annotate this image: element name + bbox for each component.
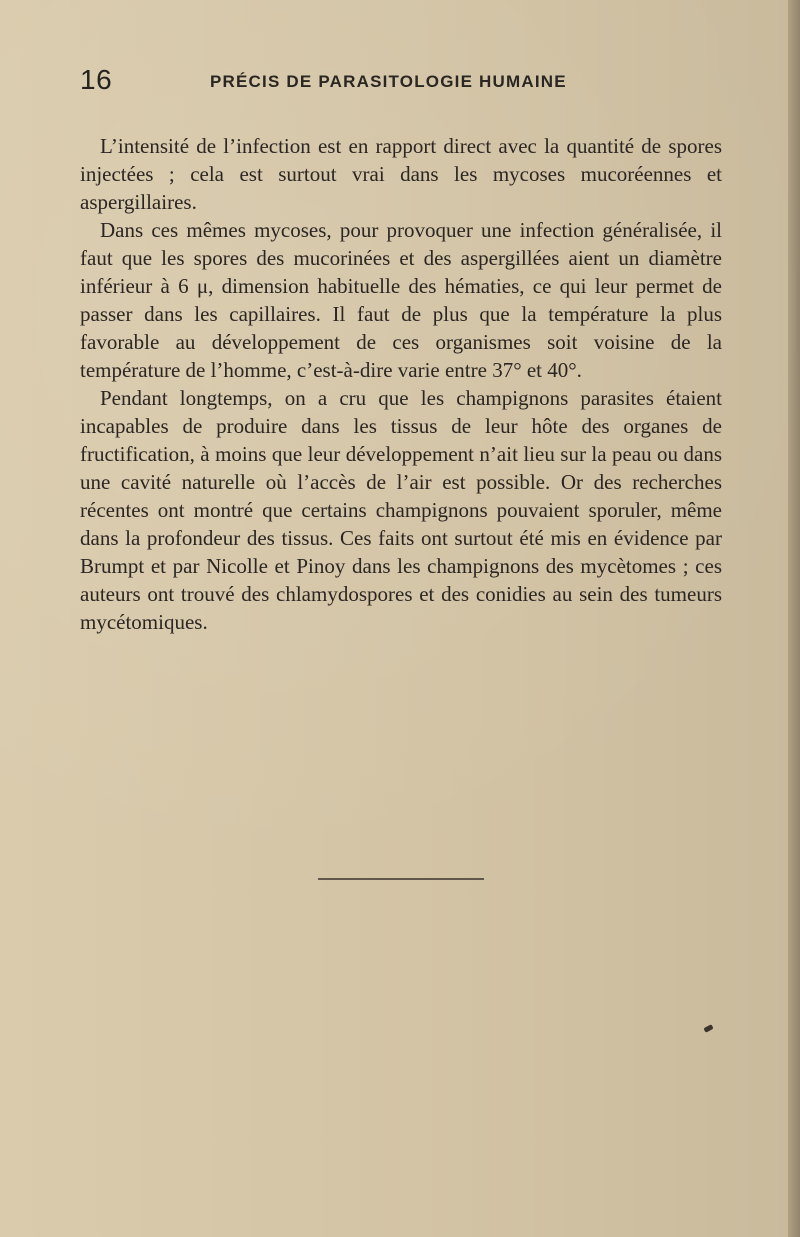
paragraph-1: L’intensité de l’infection est en rapport direct avec la quantité de spores injectées ; cela est surtout vrai dans les mycoses mucoréennes et aspergillaires. [80,134,722,214]
paragraph-3: Pendant longtemps, on a cru que les champignons parasites étaient incapables de produire dans les tissus de leur hôte des organes de fructification, à moins que leur développement n’ait lieu sur la peau ou dans une cavité naturelle où l’accès de l’air est possible. Or des recherches récentes ont montré que certains champignons pouvaient sporuler, même dans la profondeur des tissus. Ces faits ont surtout été mis en évidence par Brumpt et par Nicolle et Pinoy dans les champignons des mycètomes ; ces auteurs ont trouvé des chlamydospores et des conidies au sein des tumeurs mycétomiques. [80,386,722,634]
page-edge-shadow [788,0,800,1237]
body-text [80,132,722,636]
page-number: 16 [80,64,113,95]
paragraph-2: Dans ces mêmes mycoses, pour provoquer une infection généralisée, il faut que les spores des mucorinées et des aspergillées aient un diamètre inférieur à 6 μ, dimension habituelle des hématies, ce qui leur permet de passer dans les capillaires. Il faut de plus que la température la plus favorable au développement de ces organismes soit voisine de la température de l’homme, c’est-à-dire varie entre 37° et 40°. [80,218,722,382]
page-header [80,64,720,104]
ink-mark [703,1024,713,1033]
section-divider-rule [318,878,484,880]
running-head: PRÉCIS DE PARASITOLOGIE HUMAINE [210,72,567,91]
